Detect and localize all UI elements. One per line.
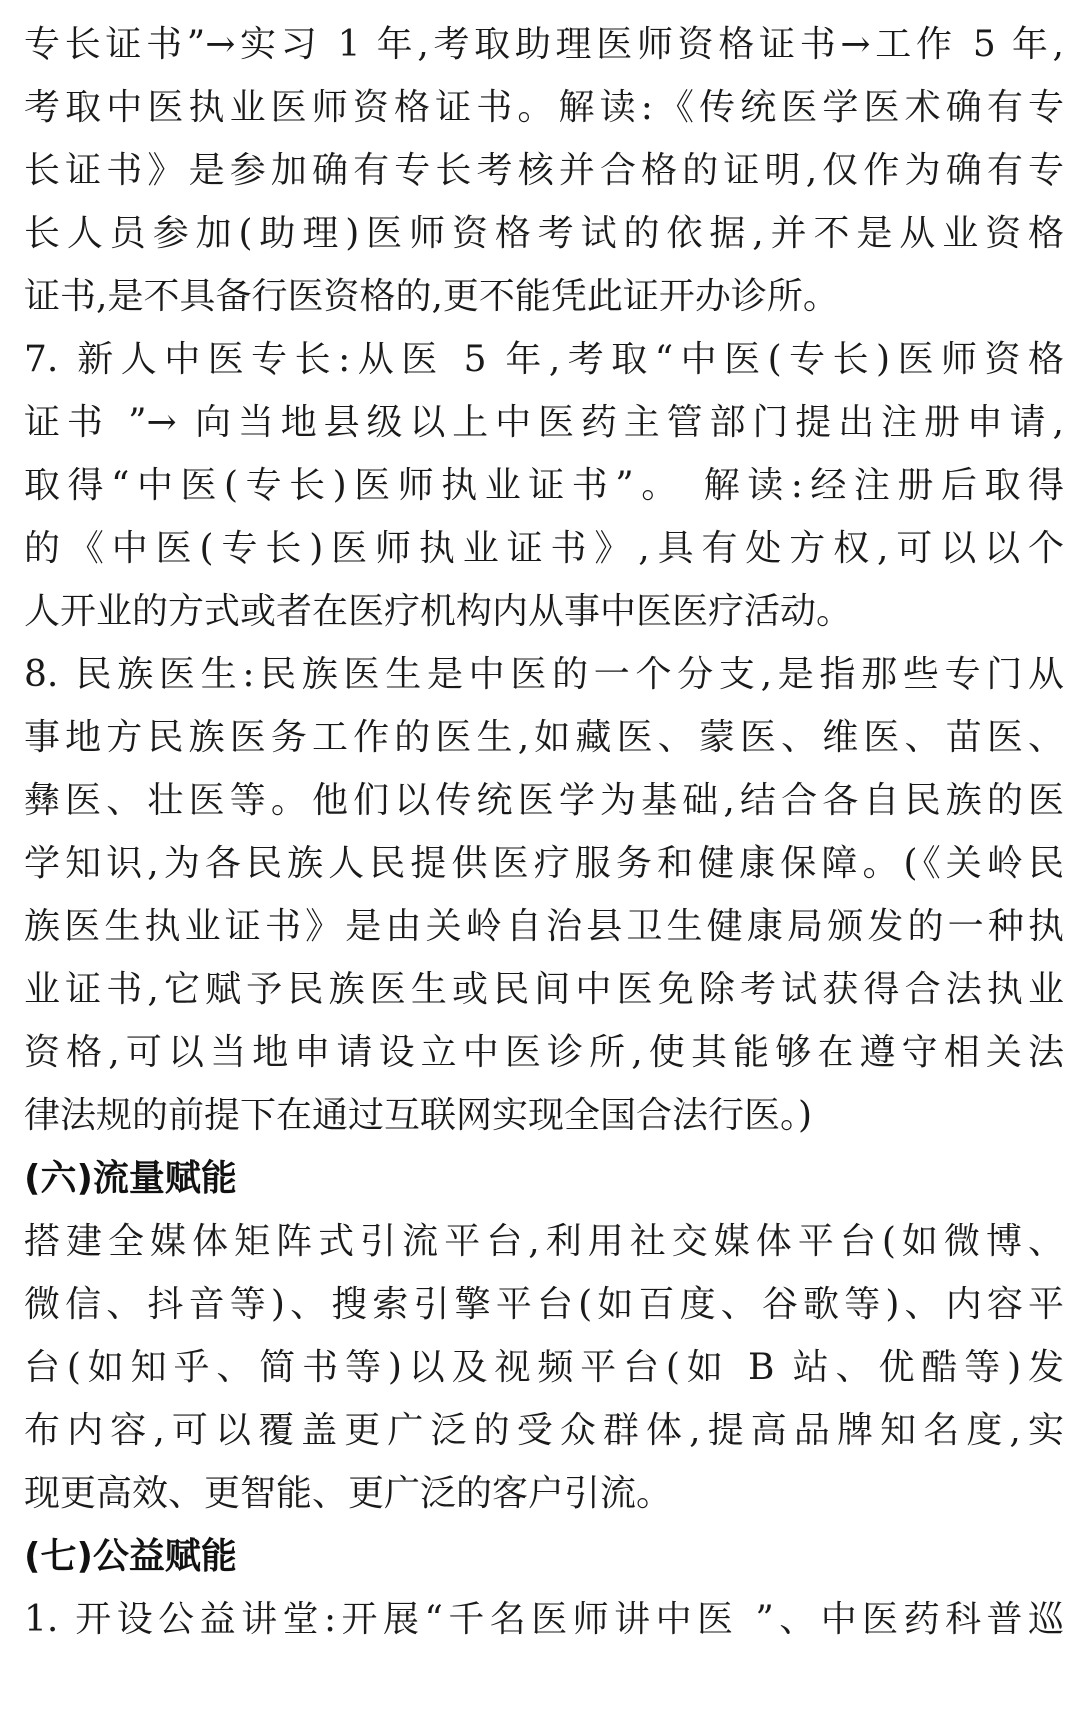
text-line: 台(如知乎、简书等)以及视频平台(如 B 站、优酷等)发 [24,1347,1064,1388]
section-heading: (七)公益赋能 [24,1536,237,1577]
text-line: 学知识,为各民族人民提供医疗服务和健康保障。(《关岭民 [24,843,1064,884]
text-line: 长证书》是参加确有专长考核并合格的证明,仅作为确有专 [24,150,1064,191]
text-line: 证书 ”→ 向当地县级以上中医药主管部门提出注册申请, [24,402,1064,443]
text-line: 证书,是不具备行医资格的,更不能凭此证开办诊所。 [24,276,839,317]
text-line: 律法规的前提下在通过互联网实现全国合法行医。) [24,1095,813,1136]
text-line: 考取中医执业医师资格证书。解读:《传统医学医术确有专 [24,87,1064,128]
text-line: 事地方民族医务工作的医生,如藏医、蒙医、维医、苗医、 [24,717,1064,758]
text-line: 7. 新人中医专长:从医 5 年,考取“中医(专长)医师资格 [24,339,1064,380]
text-line: 的《中医(专长)医师执业证书》,具有处方权,可以以个 [24,528,1064,569]
text-line: 1. 开设公益讲堂:开展“千名医师讲中医 ”、中医药科普巡 [24,1599,1064,1640]
section-heading: (六)流量赋能 [24,1158,237,1199]
text-line: 搭建全媒体矩阵式引流平台,利用社交媒体平台(如微博、 [24,1221,1064,1262]
text-line: 取得“中医(专长)医师执业证书”。 解读:经注册后取得 [24,465,1064,506]
text-line: 专长证书”→实习 1 年,考取助理医师资格证书→工作 5 年, [24,24,1064,65]
text-line: 业证书,它赋予民族医生或民间中医免除考试获得合法执业 [24,969,1064,1010]
text-line: 8. 民族医生:民族医生是中医的一个分支,是指那些专门从 [24,654,1064,695]
text-line: 人开业的方式或者在医疗机构内从事中医医疗活动。 [24,591,853,632]
text-line: 族医生执业证书》是由关岭自治县卫生健康局颁发的一种执 [24,906,1064,947]
text-line: 微信、抖音等)、搜索引擎平台(如百度、谷歌等)、内容平 [24,1284,1064,1325]
text-line: 彝医、壮医等。他们以传统医学为基础,结合各自民族的医 [24,780,1064,821]
text-line: 资格,可以当地申请设立中医诊所,使其能够在遵守相关法 [24,1032,1064,1073]
text-line: 布内容,可以覆盖更广泛的受众群体,提高品牌知名度,实 [24,1410,1064,1451]
text-line: 现更高效、更智能、更广泛的客户引流。 [24,1473,673,1514]
text-line: 长人员参加(助理)医师资格考试的依据,并不是从业资格 [24,213,1064,254]
